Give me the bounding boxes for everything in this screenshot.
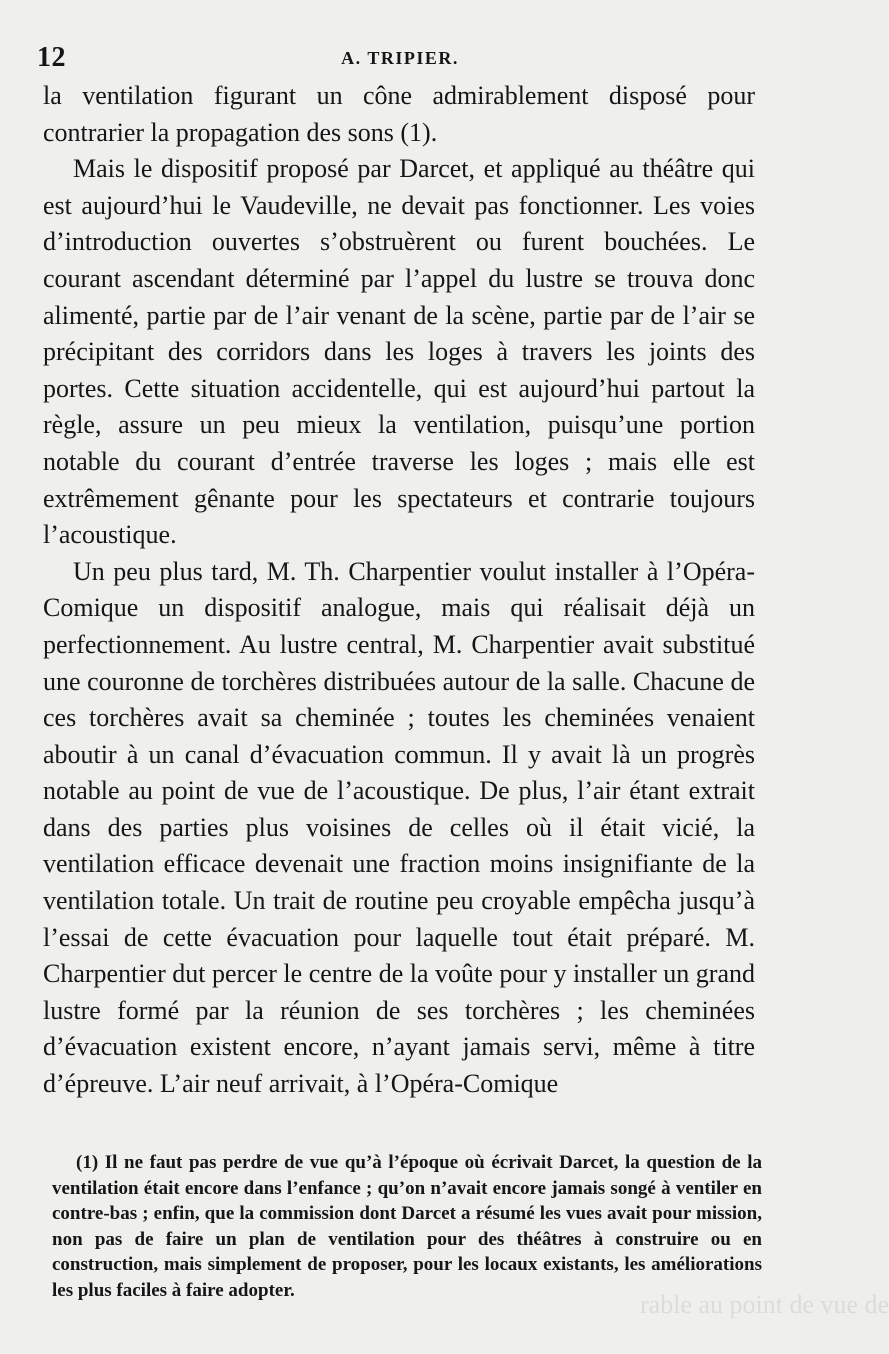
page-number: 12 bbox=[37, 42, 66, 73]
main-text bbox=[43, 78, 755, 1103]
page-header bbox=[37, 42, 763, 76]
paragraph-darcet: Mais le dispositif proposé par Darcet, et appliqué au théâtre qui est aujourd’hui le Vaudeville, ne devait pas fonctionner. Les voies d’introduction ouvertes s’obstruèrent ou furent bouchées. Le courant ascendant déterminé par l’appel du lustre se trouva donc alimenté, partie par de l’air venant de la scène, partie par de l’air se précipitant des corridors dans les loges à travers les joints des portes. Cette situation accidentelle, qui est aujourd’hui partout la règle, assure un peu mieux la ventilation, puisqu’une portion notable du courant d’entrée traverse les loges ; mais elle est extrêmement gênante pour les spectateurs et contrarie toujours l’acoustique. bbox=[43, 154, 755, 550]
running-head: A. TRIPIER. bbox=[341, 48, 459, 68]
footnote bbox=[52, 1150, 762, 1303]
footnote-text: (1) Il ne faut pas perdre de vue qu’à l’époque où écrivait Darcet, la question de la ventilation était encore dans l’enfance ; qu’on n’avait encore jamais songé à ventiler en contre-bas ; enfin, que la commission dont Darcet a résumé les vues avait pour mission, non pas de faire un plan de ventilation pour des théâtres à construire ou en construction, mais simplement de proposer, pour les locaux existants, les améliorations les plus faciles à faire adopter. bbox=[52, 1152, 762, 1301]
paragraph-continued: la ventilation figurant un cône admirablement disposé pour contrarier la propagation des sons (1). bbox=[43, 81, 755, 147]
paragraph-charpentier: Un peu plus tard, M. Th. Charpentier voulut installer à l’Opéra-Comique un dispositif analogue, mais qui réalisait déjà un perfectionnement. Au lustre central, M. Charpentier avait substitué une couronne de torchères distribuées autour de la salle. Chacune de ces torchères avait sa cheminée ; toutes les cheminées venaient aboutir à un canal d’évacuation commun. Il y avait là un progrès notable au point de vue de l’acoustique. De plus, l’air étant extrait dans des parties plus voisines de celles où il était vicié, la ventilation efficace devenait une fraction moins insignifiante de la ventilation totale. Un trait de routine peu croyable empêcha jusqu’à l’essai de cette évacuation pour laquelle tout était préparé. M. Charpentier dut percer le centre de la voûte pour y installer un grand lustre formé par la réunion de ses torchères ; les cheminées d’évacuation existent encore, n’ayant jamais servi, même à titre d’épreuve. L’air neuf arrivait, à l’Opéra-Comique bbox=[43, 556, 755, 1099]
show-through-text: rable au point de vue de bbox=[640, 1290, 889, 1319]
